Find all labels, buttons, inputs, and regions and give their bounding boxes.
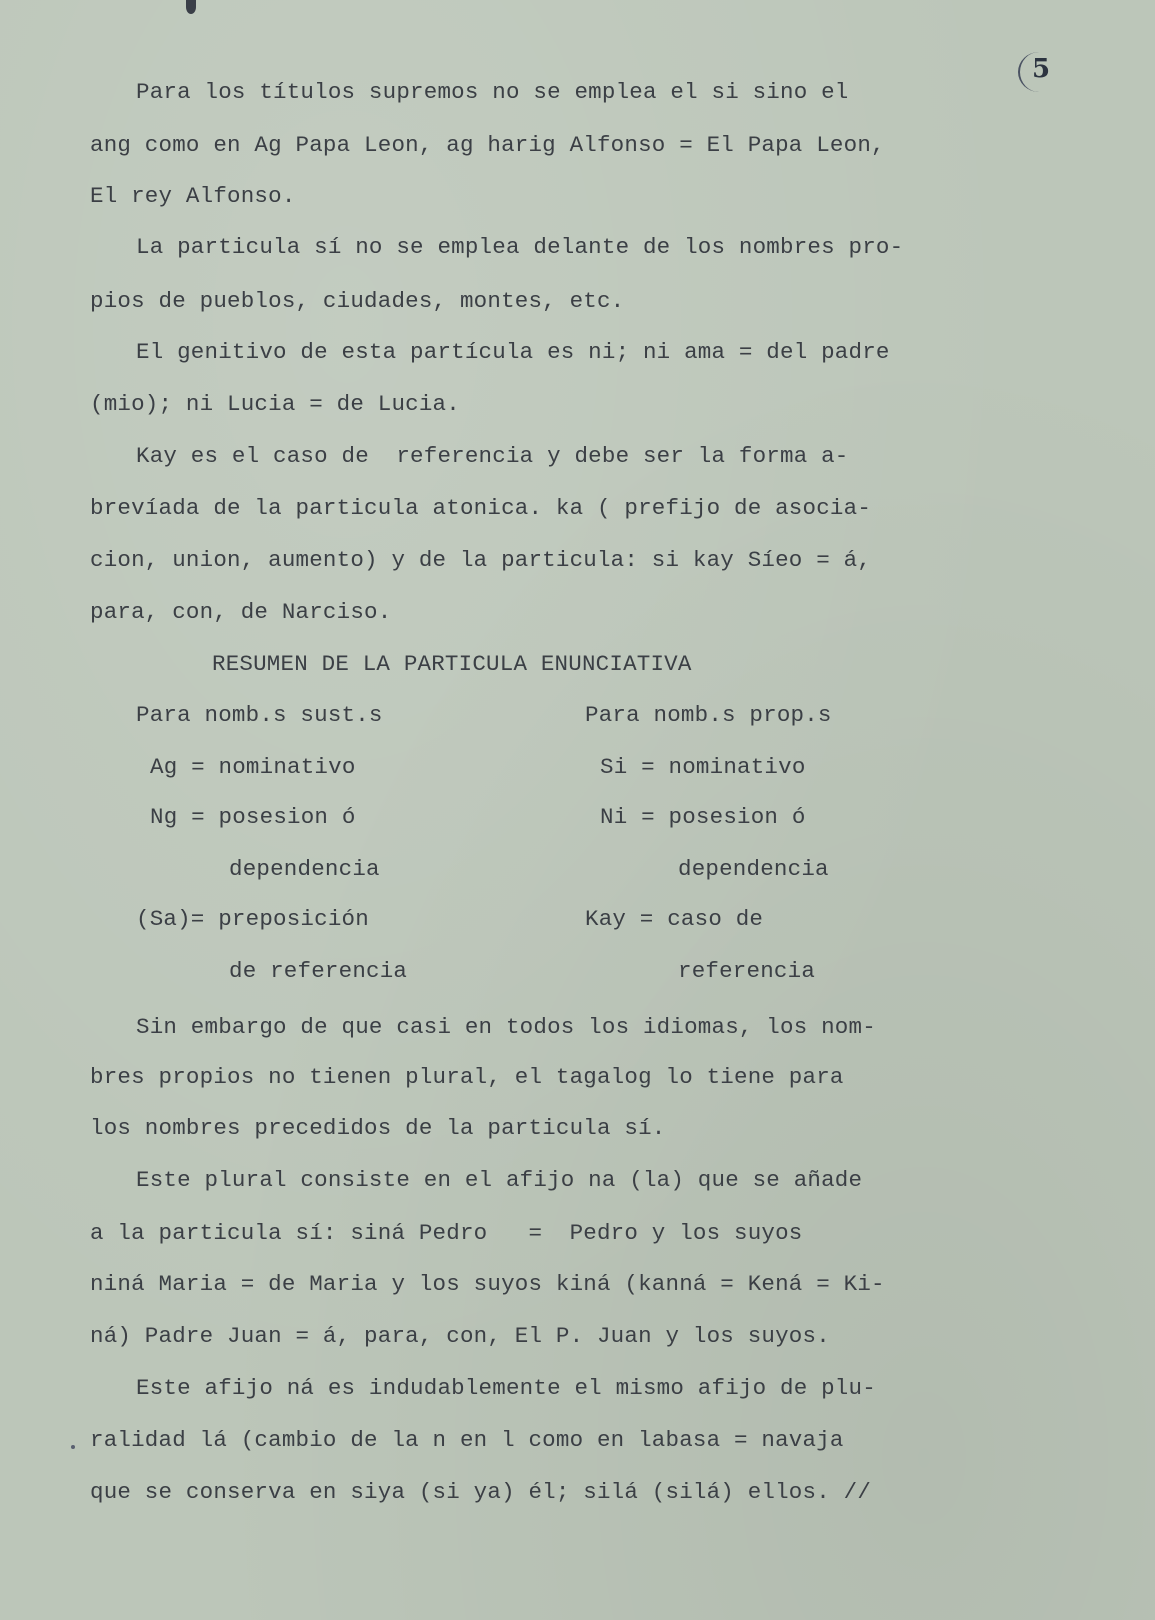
text-line: que se conserva en siya (si ya) él; silá (silá) ellos. //: [90, 1479, 872, 1505]
text-line: para, con, de Narciso.: [90, 599, 392, 625]
text-line: niná Maria = de Maria y los suyos kiná (kanná = Kená = Ki-: [90, 1271, 885, 1297]
text-line: La particula sí no se emplea delante de los nombres pro-: [136, 234, 904, 260]
ink-smudge: [186, 0, 196, 14]
table-header-right: Para nomb.s prop.s: [585, 702, 832, 728]
margin-dot: [71, 1445, 75, 1449]
text-line: ná) Padre Juan = á, para, con, El P. Juan y los suyos.: [90, 1323, 830, 1349]
table-cell-right: dependencia: [678, 856, 829, 882]
text-line: Este plural consiste en el afijo na (la) que se añade: [136, 1167, 863, 1193]
section-heading: RESUMEN DE LA PARTICULA ENUNCIATIVA: [212, 651, 692, 677]
text-line: los nombres precedidos de la particula sí.: [90, 1115, 666, 1141]
text-line: Kay es el caso de referencia y debe ser la forma a-: [136, 443, 849, 469]
table-cell-left: (Sa)= preposición: [136, 906, 369, 932]
text-line: Este afijo ná es indudablemente el mismo afijo de plu-: [136, 1375, 876, 1401]
text-line: bres propios no tienen plural, el tagalog lo tiene para: [90, 1064, 844, 1090]
table-cell-right: Kay = caso de: [585, 906, 764, 932]
text-line: cion, union, aumento) y de la particula: si kay Síeo = á,: [90, 547, 872, 573]
table-cell-right: referencia: [678, 958, 816, 984]
table-cell-right: Si = nominativo: [600, 754, 806, 780]
text-line: (mio); ni Lucia = de Lucia.: [90, 391, 460, 417]
text-line: ralidad lá (cambio de la n en l como en labasa = navaja: [90, 1427, 844, 1453]
text-line: a la particula sí: siná Pedro = Pedro y los suyos: [90, 1220, 803, 1246]
table-cell-left: de referencia: [229, 958, 408, 984]
table-cell-left: Ag = nominativo: [150, 754, 356, 780]
text-line: brevíada de la particula atonica. ka ( prefijo de asocia-: [90, 495, 872, 521]
table-header-left: Para nomb.s sust.s: [136, 702, 383, 728]
text-line: El genitivo de esta partícula es ni; ni ama = del padre: [136, 339, 890, 365]
table-cell-left: dependencia: [229, 856, 380, 882]
table-cell-right: Ni = posesion ó: [600, 804, 806, 830]
table-cell-left: Ng = posesion ó: [150, 804, 356, 830]
text-line: Sin embargo de que casi en todos los idiomas, los nom-: [136, 1014, 876, 1040]
page-number: 5: [1018, 52, 1060, 92]
text-line: Para los títulos supremos no se emplea el si sino el: [136, 79, 849, 105]
text-line: pios de pueblos, ciudades, montes, etc.: [90, 288, 625, 314]
text-line: ang como en Ag Papa Leon, ag harig Alfonso = El Papa Leon,: [90, 132, 885, 158]
text-line: El rey Alfonso.: [90, 183, 296, 209]
